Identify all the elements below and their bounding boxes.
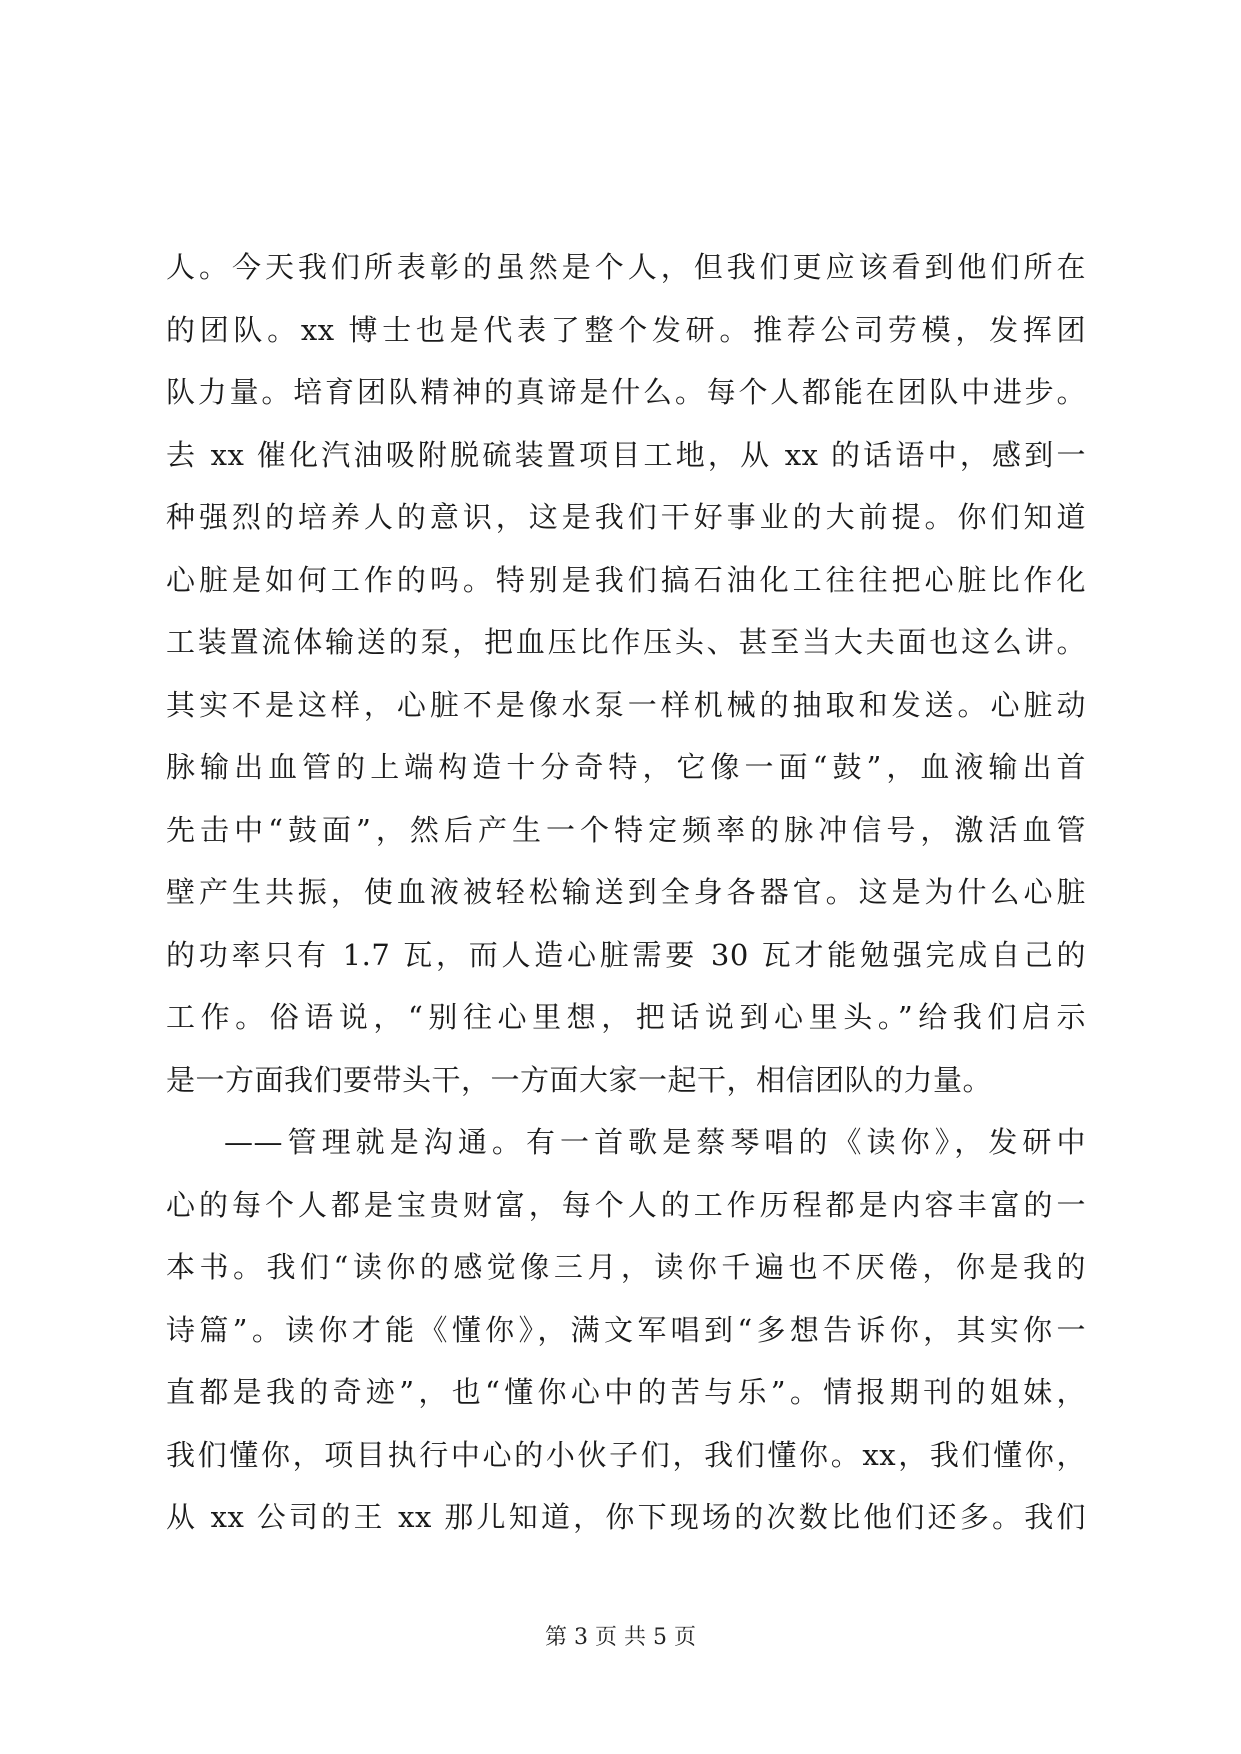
- text-line: 的团队。xx 博士也是代表了整个发研。推荐公司劳模，发挥团: [166, 312, 1086, 347]
- text-line: 心的每个人都是宝贵财富，每个人的工作历程都是内容丰富的一: [166, 1187, 1086, 1222]
- text-line: 是一方面我们要带头干，一方面大家一起干，相信团队的力量。: [166, 1062, 993, 1097]
- page-footer: 第 3 页 共 5 页: [545, 1625, 696, 1650]
- text-line: 队力量。培育团队精神的真谛是什么。每个人都能在团队中进步。: [166, 375, 1086, 409]
- text-line: 工装置流体输送的泵，把血压比作压头、甚至当大夫面也这么讲。: [166, 625, 1086, 659]
- text-line: 先击中“鼓面”，然后产生一个特定频率的脉冲信号，激活血管: [166, 812, 1086, 847]
- text-line: 诗篇”。读你才能《懂你》，满文军唱到“多想告诉你，其实你一: [166, 1312, 1086, 1347]
- body-text: [166, 236, 1086, 1549]
- text-line: 壁产生共振，使血液被轻松输送到全身各器官。这是为什么心脏: [166, 875, 1086, 909]
- text-line: ——管理就是沟通。有一首歌是蔡琴唱的《读你》，发研中: [224, 1125, 1086, 1159]
- text-line: 的功率只有 1.7 瓦，而人造心脏需要 30 瓦才能勉强完成自己的: [166, 937, 1086, 972]
- text-line: 本书。我们“读你的感觉像三月，读你千遍也不厌倦，你是我的: [166, 1250, 1086, 1284]
- text-line: 其实不是这样，心脏不是像水泵一样机械的抽取和发送。心脏动: [166, 687, 1086, 722]
- text-line: 人。今天我们所表彰的虽然是个人，但我们更应该看到他们所在: [166, 250, 1086, 284]
- text-line: 脉输出血管的上端构造十分奇特，它像一面“鼓”，血液输出首: [166, 750, 1086, 784]
- text-line: 心脏是如何工作的吗。特别是我们搞石油化工往往把心脏比作化: [166, 562, 1086, 597]
- text-line: 直都是我的奇迹”，也“懂你心中的苦与乐”。情报期刊的姐妹，: [166, 1375, 1086, 1409]
- text-line: 去 xx 催化汽油吸附脱硫装置项目工地，从 xx 的话语中，感到一: [166, 437, 1086, 472]
- text-line: 我们懂你，项目执行中心的小伙子们，我们懂你。xx，我们懂你，: [166, 1437, 1086, 1472]
- text-line: 从 xx 公司的王 xx 那儿知道，你下现场的次数比他们还多。我们: [166, 1500, 1086, 1534]
- text-line: 工作。俗语说，“别往心里想，把话说到心里头。”给我们启示: [166, 1000, 1086, 1034]
- text-line: 种强烈的培养人的意识，这是我们干好事业的大前提。你们知道: [166, 500, 1086, 534]
